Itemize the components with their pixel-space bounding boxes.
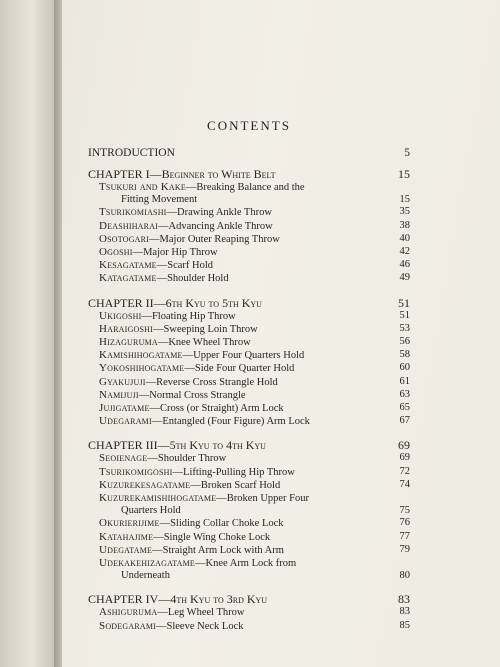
contents-entry <box>88 606 410 619</box>
entry-description: —Drawing Ankle Throw <box>166 207 272 219</box>
entry-description: —Floating Hip Throw <box>141 310 236 322</box>
contents-block <box>88 118 410 643</box>
entry-text <box>99 389 256 402</box>
entry-page: 58 <box>399 349 410 361</box>
entry-page: 67 <box>399 415 410 427</box>
entry-term: Ukigoshi <box>99 309 142 322</box>
entry-page: 75 <box>399 505 410 517</box>
entry-term: Namijuji <box>99 388 139 401</box>
entry-text <box>99 181 315 194</box>
contents-entry <box>88 181 410 194</box>
chapter-title: CHAPTER III—5th Kyu to 4th Kyu <box>88 438 266 453</box>
entry-term: Ogoshi <box>99 246 133 259</box>
entry-continuation: Quarters Hold <box>121 505 181 517</box>
entry-description: —Cross (or Straight) Arm Lock <box>149 403 284 415</box>
entry-term: Jujigatame <box>99 402 150 415</box>
entry-description: —Reverse Cross Strangle Hold <box>145 376 278 388</box>
entry-page: 46 <box>399 259 410 271</box>
entry-page: 53 <box>399 322 410 334</box>
entry-text <box>99 259 223 272</box>
chapter-heading <box>88 296 410 310</box>
contents-entry <box>88 466 410 479</box>
entry-page: 15 <box>399 194 410 206</box>
chapter-page: 15 <box>398 167 410 181</box>
page-title: CONTENTS <box>207 118 291 133</box>
entry-text <box>99 272 239 285</box>
entry-term: Udegarami <box>99 415 152 428</box>
entry-term: Udegatame <box>99 543 153 556</box>
entry-text <box>99 544 294 557</box>
chapter-list <box>88 167 410 633</box>
entry-page: 35 <box>399 206 410 218</box>
entry-term: Kamishihogatame <box>99 349 183 362</box>
entry-page: 51 <box>399 309 410 321</box>
chapter-section <box>88 167 410 286</box>
chapter-heading <box>88 438 410 452</box>
entry-text <box>99 606 255 619</box>
entry-text <box>99 246 228 259</box>
contents-entry <box>88 259 410 272</box>
contents-entry <box>88 362 410 375</box>
contents-entry <box>88 479 410 492</box>
entry-text <box>99 206 282 219</box>
entry-text <box>99 557 306 570</box>
contents-entry <box>88 349 410 362</box>
entry-page: 80 <box>399 570 410 582</box>
entry-description: —Knee Wheel Throw <box>157 337 251 349</box>
entry-text <box>99 479 290 492</box>
entry-text <box>99 531 280 544</box>
entry-page: 61 <box>399 375 410 387</box>
entry-description: —Major Outer Reaping Throw <box>149 233 280 245</box>
contents-entry <box>88 246 410 259</box>
introduction-page: 5 <box>404 147 410 159</box>
entry-term: Katahajime <box>99 530 154 543</box>
entry-page: 38 <box>399 219 410 231</box>
contents-entry <box>88 415 410 428</box>
entry-text <box>99 620 253 633</box>
entry-description: —Broken Upper Four <box>216 493 310 505</box>
entry-term: Ashiguruma <box>99 606 158 619</box>
entry-page: 60 <box>399 362 410 374</box>
entry-term: Katagatame <box>99 272 157 285</box>
entry-term: Osotogari <box>99 232 150 245</box>
chapter-section <box>88 296 410 429</box>
entry-page: 69 <box>399 452 410 464</box>
entry-text <box>99 376 288 389</box>
entry-description: —Shoulder Hold <box>156 273 229 285</box>
entry-page: 83 <box>399 606 410 618</box>
entry-text <box>99 349 314 362</box>
entry-text <box>99 492 319 505</box>
contents-entry <box>88 517 410 530</box>
chapter-page: 51 <box>398 295 410 310</box>
contents-entry-continued <box>88 194 410 206</box>
entry-page: 56 <box>399 336 410 348</box>
chapter-heading <box>88 167 410 181</box>
contents-entry <box>88 206 410 219</box>
entry-description: —Sweeping Loin Throw <box>152 323 258 335</box>
contents-entry <box>88 492 410 505</box>
entry-term: Kesagatame <box>99 259 157 272</box>
entry-description: —Major Hip Throw <box>132 247 218 259</box>
entry-description: —Single Wing Choke Lock <box>153 531 271 543</box>
entry-term: Okurierijime <box>99 517 160 530</box>
contents-entry-continued <box>88 570 410 582</box>
entry-description: —Entangled (Four Figure) Arm Lock <box>151 416 310 428</box>
contents-entry <box>88 310 410 323</box>
contents-entry <box>88 376 410 389</box>
chapter-section <box>88 592 410 632</box>
entry-term: Tsukuri and Kake <box>99 181 186 193</box>
entry-term: Sodegarami <box>99 619 157 632</box>
entry-term: Hizaguruma <box>99 336 158 349</box>
contents-entry <box>88 220 410 233</box>
entry-text <box>99 415 320 428</box>
entry-description: —Normal Cross Strangle <box>138 389 246 401</box>
chapter-title: CHAPTER IV—4th Kyu to 3rd Kyu <box>88 592 268 607</box>
entry-term: Kuzurekesagatame <box>99 478 191 491</box>
entry-description: —Sleeve Neck Lock <box>156 620 244 632</box>
entry-page: 85 <box>399 619 410 631</box>
entry-description: —Straight Arm Lock with Arm <box>152 544 284 556</box>
chapter-heading <box>88 592 410 606</box>
entry-text <box>99 452 236 465</box>
contents-entry <box>88 336 410 349</box>
contents-entry <box>88 452 410 465</box>
contents-entry <box>88 389 410 402</box>
entry-term: Tsurikomiashi <box>99 206 167 219</box>
contents-entry <box>88 531 410 544</box>
entry-description: —Knee Arm Lock from <box>195 558 297 570</box>
entry-term: Haraigoshi <box>99 322 153 335</box>
entry-text <box>99 310 246 323</box>
entry-term: Seoienage <box>99 452 148 465</box>
entry-page: 42 <box>399 246 410 258</box>
entry-description: —Breaking Balance and the <box>185 182 305 193</box>
contents-entry-continued <box>88 505 410 517</box>
entry-page: 40 <box>399 232 410 244</box>
contents-entry <box>88 620 410 633</box>
entry-term: Yokoshihogatame <box>99 362 185 375</box>
entry-term: Kuzurekamishihogatame <box>99 492 217 505</box>
entry-text <box>99 220 283 233</box>
entry-page: 72 <box>399 465 410 477</box>
entry-text <box>99 402 294 415</box>
entry-term: Gyakujuji <box>99 375 146 388</box>
entry-page: 63 <box>399 388 410 400</box>
entry-text <box>99 323 268 336</box>
entry-description: —Scarf Hold <box>156 260 214 272</box>
entry-page: 77 <box>399 530 410 542</box>
entry-term: Deashiharai <box>99 219 159 232</box>
entry-description: —Side Four Quarter Hold <box>184 363 295 375</box>
entry-text <box>99 336 261 349</box>
entry-term: Udekakehizagatame <box>99 557 196 570</box>
contents-entry <box>88 544 410 557</box>
entry-description: —Leg Wheel Throw <box>157 607 245 619</box>
entry-description: —Advancing Ankle Throw <box>158 220 273 232</box>
entry-page: 65 <box>399 402 410 414</box>
contents-entry <box>88 272 410 285</box>
left-page-edge <box>0 0 58 667</box>
introduction-label: INTRODUCTION <box>88 147 175 159</box>
entry-text <box>99 517 294 530</box>
introduction-entry <box>88 147 410 159</box>
entry-page: 76 <box>399 517 410 529</box>
entry-description: —Shoulder Throw <box>147 453 227 465</box>
contents-entry <box>88 557 410 570</box>
entry-continuation: Underneath <box>121 570 170 582</box>
entry-description: —Upper Four Quarters Hold <box>182 350 305 362</box>
entry-page: 49 <box>399 272 410 284</box>
entry-description: —Sliding Collar Choke Lock <box>159 518 284 530</box>
entry-text <box>99 233 290 246</box>
entry-continuation: Fitting Movement <box>121 194 198 206</box>
entry-page: 79 <box>399 543 410 555</box>
entry-page: 74 <box>399 478 410 490</box>
entry-text <box>99 466 305 479</box>
chapter-section <box>88 438 410 582</box>
contents-entry <box>88 323 410 336</box>
contents-entry <box>88 233 410 246</box>
chapter-page: 69 <box>398 438 410 453</box>
entry-description: —Lifting-Pulling Hip Throw <box>172 466 295 478</box>
chapter-title: CHAPTER II—6th Kyu to 5th Kyu <box>88 295 262 310</box>
entry-term: Tsurikomigoshi <box>99 465 173 478</box>
contents-entry <box>88 402 410 415</box>
entry-text <box>99 362 304 375</box>
chapter-title: CHAPTER I—Beginner to White Belt <box>88 167 276 181</box>
entry-description: —Broken Scarf Hold <box>190 479 281 491</box>
chapter-page: 83 <box>398 592 410 607</box>
